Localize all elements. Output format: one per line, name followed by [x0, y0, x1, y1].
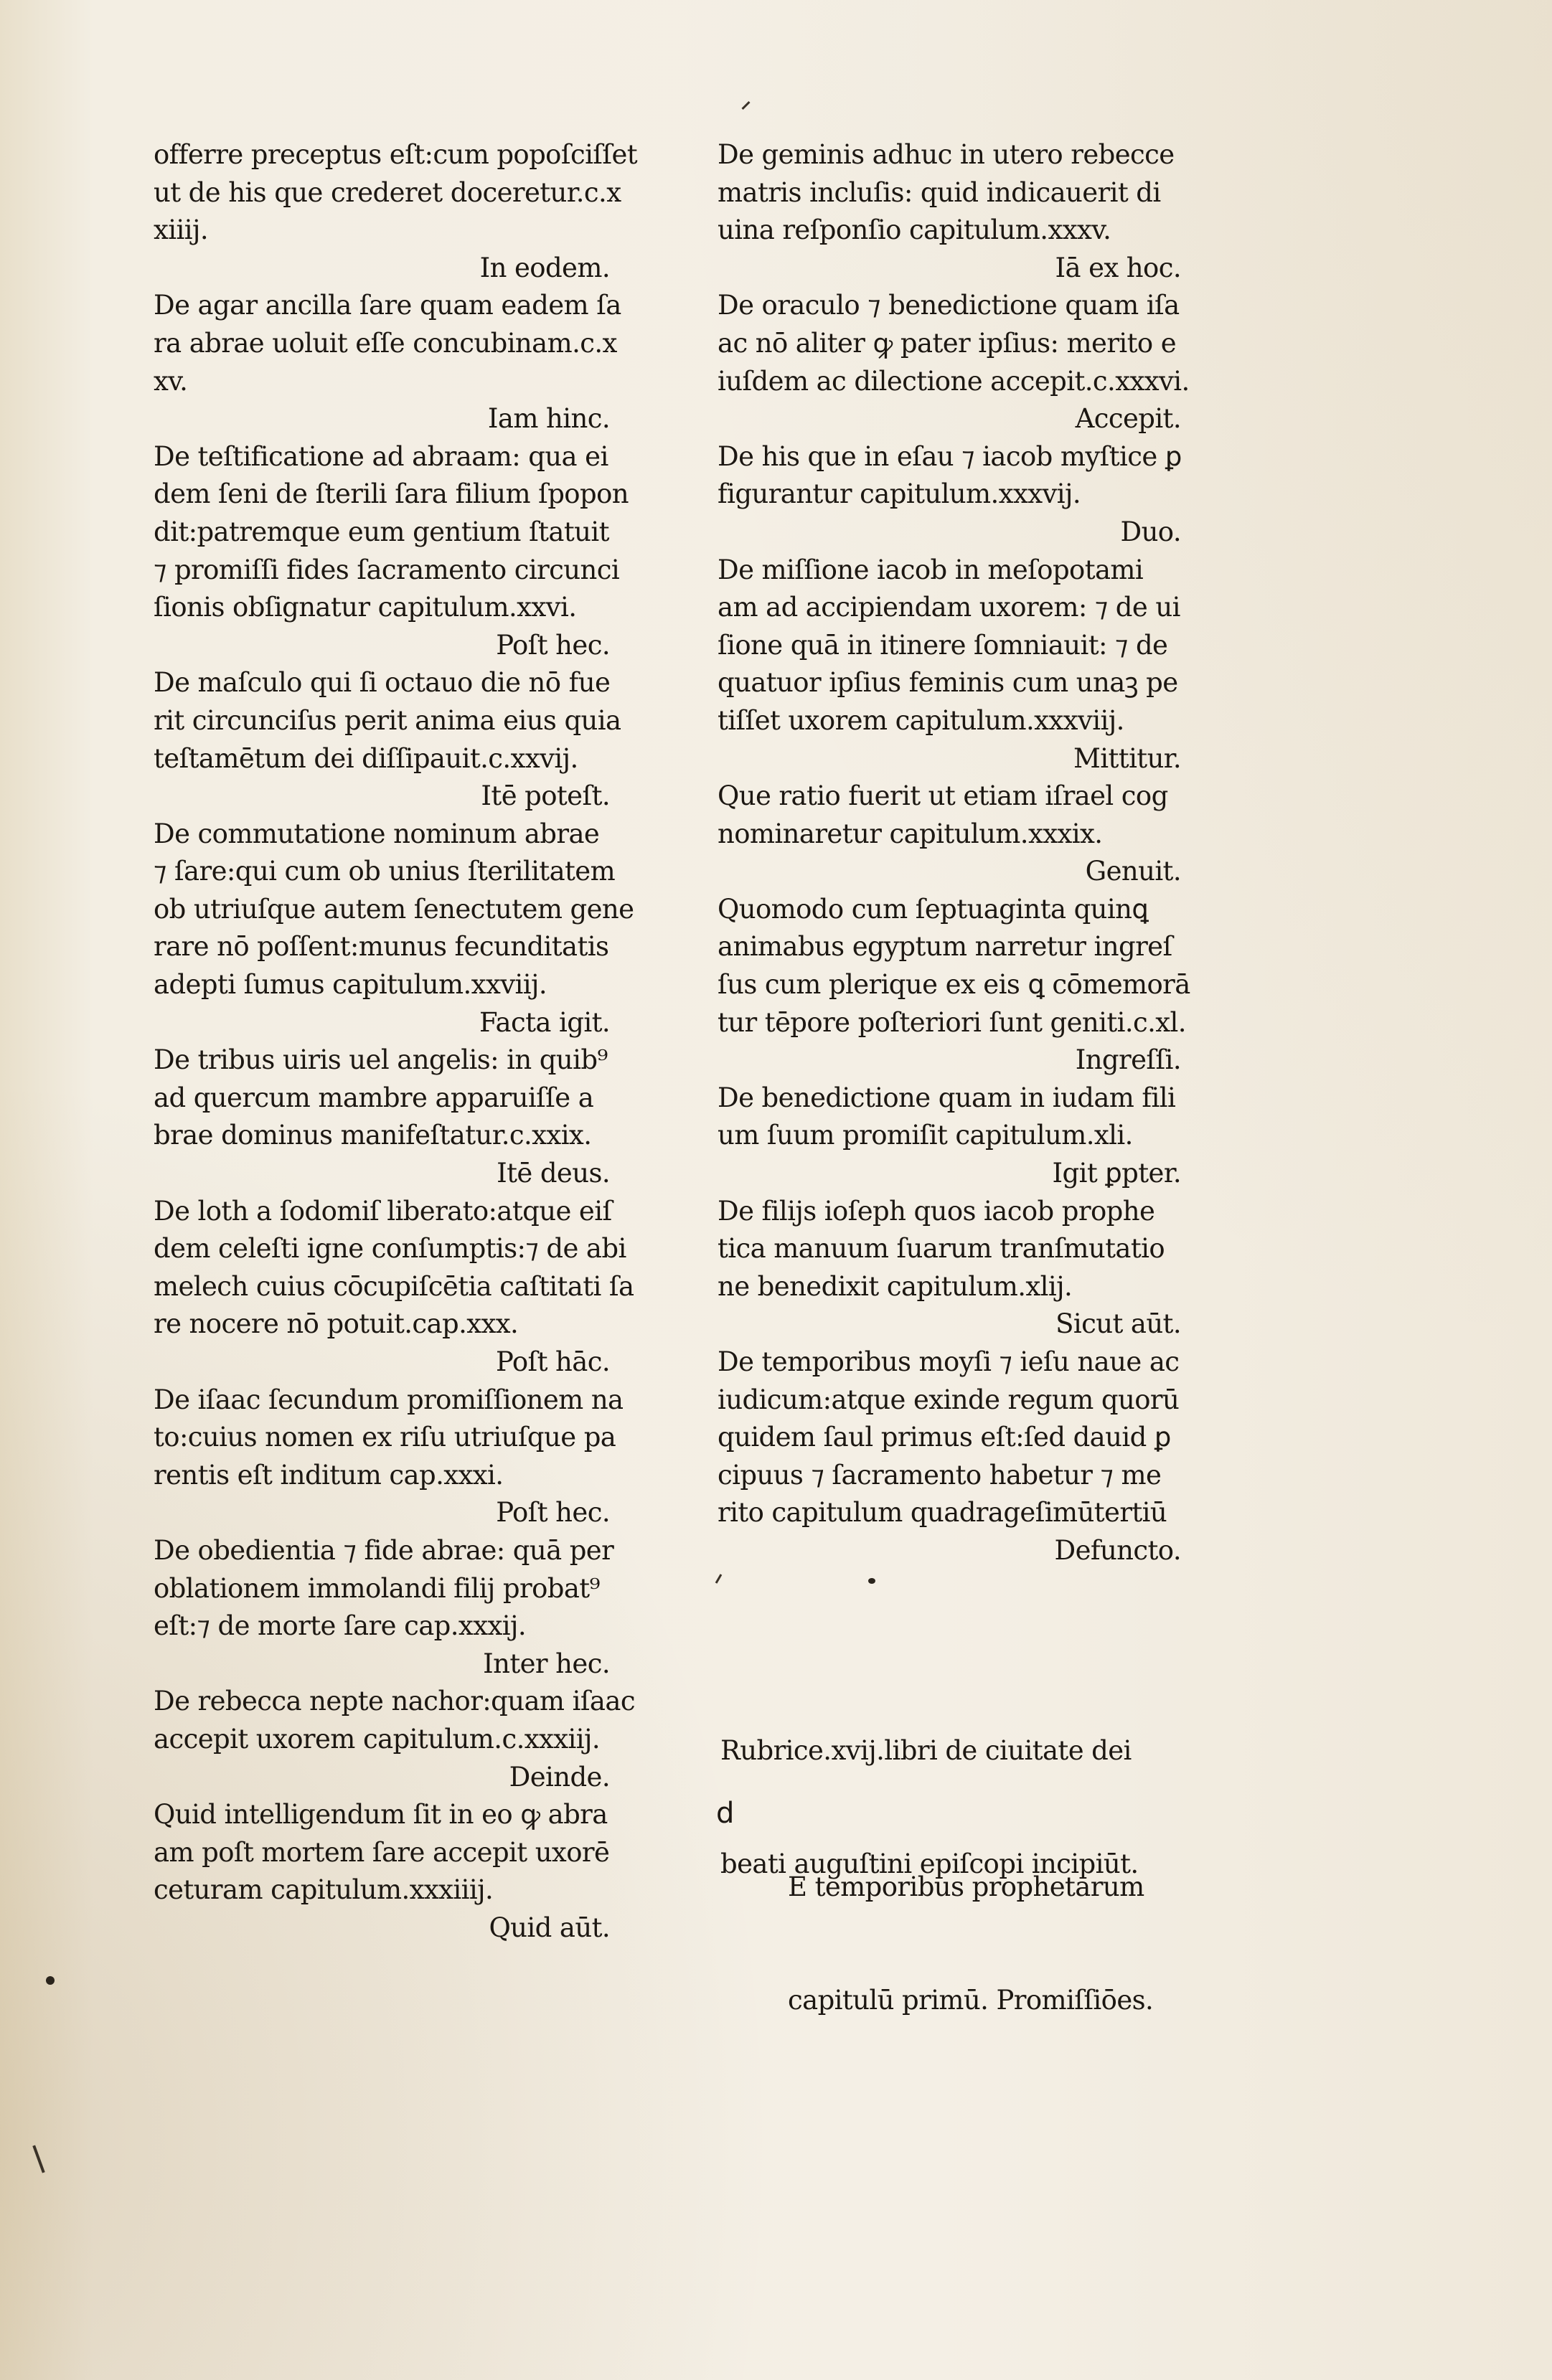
- rubric-line-1: Rubrice.xvij.libri de ciuitate dei: [720, 1735, 1132, 1767]
- text-line: De benedictione quam in iudam fili: [718, 1082, 1176, 1113]
- text-line: ne benedixit capitulum.xlij.: [718, 1270, 1073, 1302]
- catchword-line: Sicut aūt.: [1055, 1308, 1181, 1340]
- text-line: xiiij.: [154, 214, 209, 246]
- text-line: tiſſet uxorem capitulum.xxxviij.: [718, 704, 1124, 736]
- catchword-line: In eodem.: [479, 252, 610, 283]
- text-line: ſione quā in itinere ſomniauit: ⁊ de: [718, 629, 1168, 661]
- chapter-opening: [788, 1793, 1190, 2095]
- text-line: uina reſponſio capitulum.xxxv.: [718, 214, 1111, 246]
- text-line: oblationem immolandi filij probat⁹: [154, 1572, 600, 1604]
- left-column: [154, 136, 638, 1947]
- chapter-line-1: E temporibus prophetarum: [788, 1871, 1144, 1903]
- text-line: dit:patremque eum gentium ſtatuit: [154, 516, 609, 547]
- text-line: De iſaac ſecundum promiſſionem na: [154, 1384, 624, 1415]
- text-line: De geminis adhuc in utero rebecce: [718, 139, 1175, 170]
- text-line: ob utriuſque autem ſenectutem gene: [154, 893, 634, 925]
- catchword-line: Itē deus.: [497, 1158, 610, 1189]
- text-line: De filijs ioſeph quos iacob prophe: [718, 1195, 1155, 1227]
- text-line: De commutatione nominum abrae: [154, 818, 600, 849]
- text-line: dem celeſti igne conſumptis:⁊ de abi: [154, 1233, 626, 1265]
- text-line: nominaretur capitulum.xxxix.: [718, 818, 1103, 849]
- text-line: ſionis obſignatur capitulum.xxvi.: [154, 592, 577, 623]
- text-line: eſt:⁊ de morte ſare cap.xxxij.: [154, 1610, 526, 1642]
- text-line: Quid intelligendum ſit in eo ꝙ abra: [154, 1799, 608, 1831]
- text-line: De oraculo ⁊ benedictione quam iſa: [718, 290, 1180, 321]
- catchword-line: Poſt hec.: [496, 629, 610, 661]
- catchword-line: Duo.: [1120, 516, 1181, 547]
- ink-mark: [741, 101, 750, 110]
- text-line: ra abrae uoluit eſſe concubinam.c.x: [154, 327, 617, 359]
- ink-speck: [46, 1976, 55, 1985]
- text-line: um ſuum promiſit capitulum.xli.: [718, 1120, 1133, 1151]
- text-line: Que ratio fuerit ut etiam iſrael cog: [718, 780, 1168, 812]
- catchword-line: Iam hinc.: [487, 403, 610, 435]
- catchword-line: Poſt hāc.: [496, 1346, 610, 1377]
- text-line: ac nō aliter ꝙ pater ipſius: merito e: [718, 327, 1177, 359]
- text-line: offerre preceptus eſt:cum popoſciſſet: [154, 139, 638, 170]
- text-line: melech cuius cōcupiſcētia caſtitati ſa: [154, 1270, 634, 1302]
- text-line: rare nō poſſent:munus fecunditatis: [154, 931, 609, 963]
- text-line: iuſdem ac dilectione accepit.c.xxxvi.: [718, 365, 1190, 397]
- guide-letter: d: [716, 1797, 735, 1830]
- catchword-line: Inter hec.: [483, 1648, 610, 1679]
- catchword-line: Poſt hec.: [496, 1497, 610, 1529]
- text-line: rit circunciſus perit anima eius quia: [154, 704, 621, 736]
- rubric-line-2: beati auguſtini epiſcopi incipiūt.: [720, 1848, 1139, 1879]
- catchword-line: Quid aūt.: [489, 1912, 610, 1943]
- text-line: De obedientia ⁊ fide abrae: quā per: [154, 1534, 614, 1566]
- catchword-line: Facta igit.: [479, 1006, 610, 1038]
- text-line: De rebecca nepte nachor:quam iſaac: [154, 1686, 635, 1717]
- text-line: ceturam capitulum.xxxiiij.: [154, 1874, 494, 1906]
- text-line: De teſtificatione ad abraam: qua ei: [154, 440, 608, 472]
- text-line: brae dominus manifeſtatur.c.xxix.: [154, 1120, 592, 1151]
- text-line: rentis eſt inditum cap.xxxi.: [154, 1459, 504, 1491]
- catchword-line: Genuit.: [1085, 856, 1181, 887]
- ink-speck: [868, 1578, 875, 1584]
- text-line: De miſſione iacob in meſopotami: [718, 554, 1144, 585]
- ink-mark: [715, 1574, 723, 1584]
- catchword-line: Itē poteſt.: [481, 780, 610, 812]
- text-line: am poſt mortem ſare accepit uxorē: [154, 1836, 610, 1868]
- catchword-line: Accepit.: [1075, 403, 1181, 435]
- text-line: Quomodo cum ſeptuaginta quinꝗ: [718, 893, 1149, 925]
- text-line: xv.: [154, 365, 188, 397]
- text-line: ſus cum plerique ex eis ꝗ cōmemorā: [718, 969, 1190, 1001]
- text-line: De loth a ſodomiſ liberato:atque eiſ: [154, 1195, 612, 1227]
- text-line: cipuus ⁊ ſacramento habetur ⁊ me: [718, 1459, 1162, 1491]
- text-line: adepti ſumus capitulum.xxviij.: [154, 969, 547, 1001]
- text-line: quatuor ipſius feminis cum unaꝫ pe: [718, 667, 1178, 699]
- text-line: ⁊ ſare:qui cum ob unius ſterilitatem: [154, 856, 616, 887]
- ink-mark: [32, 2145, 44, 2173]
- text-line: matris incluſis: quid indicauerit di: [718, 176, 1161, 208]
- text-line: De temporibus moyſi ⁊ ieſu naue ac: [718, 1346, 1180, 1377]
- catchword-line: Ingreſſi.: [1075, 1044, 1181, 1076]
- catchword-line: Defuncto.: [1054, 1534, 1181, 1566]
- text-line: to:cuius nomen ex riſu utriuſque pa: [154, 1422, 616, 1453]
- text-line: figurantur capitulum.xxxvij.: [718, 478, 1081, 510]
- right-column: [718, 136, 1190, 1570]
- text-line: tica manuum ſuarum tranſmutatio: [718, 1233, 1165, 1265]
- text-line: De maſculo qui ſi octauo die nō fue: [154, 667, 611, 699]
- text-line: teſtamētum dei diſſipauit.c.xxvij.: [154, 742, 578, 774]
- text-line: re nocere nō potuit.cap.xxx.: [154, 1308, 519, 1340]
- text-line: ⁊ promiſſi fides ſacramento circunci: [154, 554, 620, 585]
- chapter-line-2: capitulū primū. Promiſſiōes.: [788, 1984, 1154, 2016]
- text-line: iudicum:atque exinde regum quorū: [718, 1384, 1180, 1415]
- text-line: am ad accipiendam uxorem: ⁊ de ui: [718, 592, 1180, 623]
- text-line: quidem ſaul primus eſt:ſed dauid ꝑ: [718, 1422, 1171, 1453]
- catchword-line: Deinde.: [509, 1761, 610, 1793]
- text-line: ad quercum mambre apparuiſſe a: [154, 1082, 594, 1113]
- text-line: rito capitulum quadrageſimūtertiū: [718, 1497, 1167, 1529]
- text-line: tur tēpore poſteriori ſunt geniti.c.xl.: [718, 1006, 1186, 1038]
- text-line: dem ſeni de ſterili ſara filium ſpopon: [154, 478, 629, 510]
- text-line: De his que in eſau ⁊ iacob myſtice ꝑ: [718, 440, 1182, 472]
- catchword-line: Mittitur.: [1073, 742, 1181, 774]
- catchword-line: Igit ꝑpter.: [1052, 1158, 1181, 1189]
- text-line: animabus egyptum narretur ingreſ: [718, 931, 1172, 963]
- text-line: accepit uxorem capitulum.c.xxxiij.: [154, 1723, 601, 1755]
- text-line: ut de his que crederet doceretur.c.x: [154, 176, 621, 208]
- catchword-line: Iā ex hoc.: [1055, 252, 1181, 283]
- text-line: De tribus uiris uel angelis: in quib⁹: [154, 1044, 608, 1076]
- text-line: De agar ancilla ſare quam eadem ſa: [154, 290, 621, 321]
